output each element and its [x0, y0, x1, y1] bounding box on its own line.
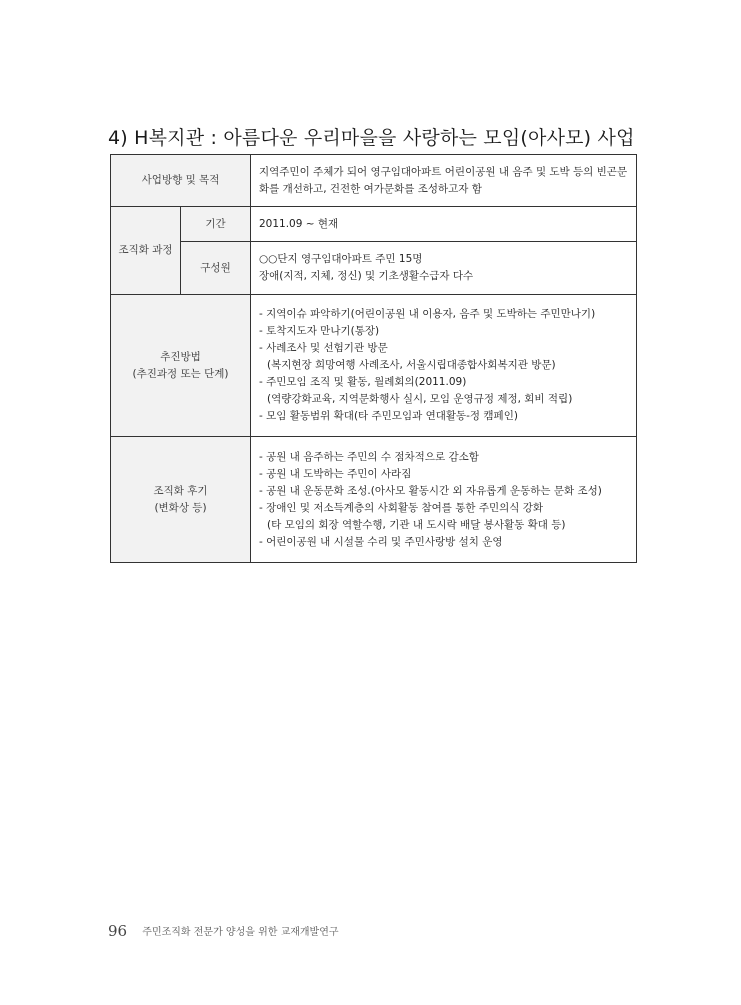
method-line: - 사례조사 및 선험기관 방문	[259, 342, 388, 354]
purpose-row	[111, 155, 637, 207]
purpose-line: 지역주민이 주체가 되어 영구임대아파트 어린이공원 내 음주 및 도박 등의 빈곤문	[259, 165, 628, 178]
organizing-label: 조직화 과정	[111, 207, 181, 295]
members-content	[251, 242, 637, 295]
period-label: 기간	[181, 207, 251, 242]
review-line: - 공원 내 운동문화 조성.(아사모 활동시간 외 자유롭게 운동하는 문화 조성)	[259, 484, 602, 497]
footer-title: 주민조직화 전문가 양성을 위한 교재개발연구	[142, 927, 339, 938]
review-line: (타 모임의 회장 역할수행, 기관 내 도시락 배달 봉사활동 확대 등)	[267, 518, 566, 531]
members-row	[111, 242, 637, 295]
review-line: - 어린이공원 내 시설물 수리 및 주민사랑방 설치 운영	[259, 535, 503, 548]
review-row	[111, 437, 637, 563]
method-line: - 지역이슈 파악하기(어린이공원 내 이용자, 음주 및 도박하는 주민만나기)	[259, 308, 596, 320]
method-label	[111, 295, 251, 437]
members-line: 장애(지적, 지체, 정신) 및 기초생활수급자 다수	[259, 270, 474, 282]
members-label: 구성원	[181, 242, 251, 295]
purpose-line: 화를 개선하고, 건전한 여가문화를 조성하고자 함	[259, 182, 482, 195]
method-line: (복지현장 희망여행 사례조사, 서울시립대종합사회복지관 방문)	[267, 359, 556, 371]
method-content	[251, 295, 637, 437]
method-label-line2: (추진과정 또는 단계)	[132, 367, 229, 380]
period-row	[111, 207, 637, 242]
review-line: - 공원 내 도박하는 주민이 사라짐	[259, 467, 412, 480]
purpose-label: 사업방향 및 목적	[111, 155, 251, 207]
review-line: - 장애인 및 저소득계층의 사회활동 참여를 통한 주민의식 강화	[259, 501, 544, 514]
page-number: 96	[108, 922, 128, 940]
period-value: 2011.09 ~ 현재	[251, 207, 637, 242]
method-line: (역량강화교육, 지역문화행사 실시, 모임 운영규정 제정, 회비 적립)	[267, 393, 573, 405]
review-label	[111, 437, 251, 563]
review-line: - 공원 내 음주하는 주민의 수 점차적으로 감소함	[259, 450, 479, 463]
section-heading: 4) H복지관 : 아름다운 우리마을을 사랑하는 모임(아사모) 사업	[108, 127, 635, 149]
method-line: - 모임 활동범위 확대(타 주민모임과 연대활동-정 캠페인)	[259, 410, 518, 422]
purpose-content	[251, 155, 637, 207]
review-label-line1: 조직화 후기	[153, 484, 208, 497]
method-line: - 토착지도자 만나기(통장)	[259, 325, 380, 337]
method-line: - 주민모임 조직 및 활동, 월례회의(2011.09)	[259, 376, 467, 388]
method-row	[111, 295, 637, 437]
program-table	[110, 154, 637, 563]
page-footer	[108, 922, 339, 940]
review-content	[251, 437, 637, 563]
review-label-line2: (변화상 등)	[154, 501, 207, 514]
members-line: ○○단지 영구임대아파트 주민 15명	[259, 253, 423, 265]
method-label-line1: 추진방법	[160, 350, 201, 363]
